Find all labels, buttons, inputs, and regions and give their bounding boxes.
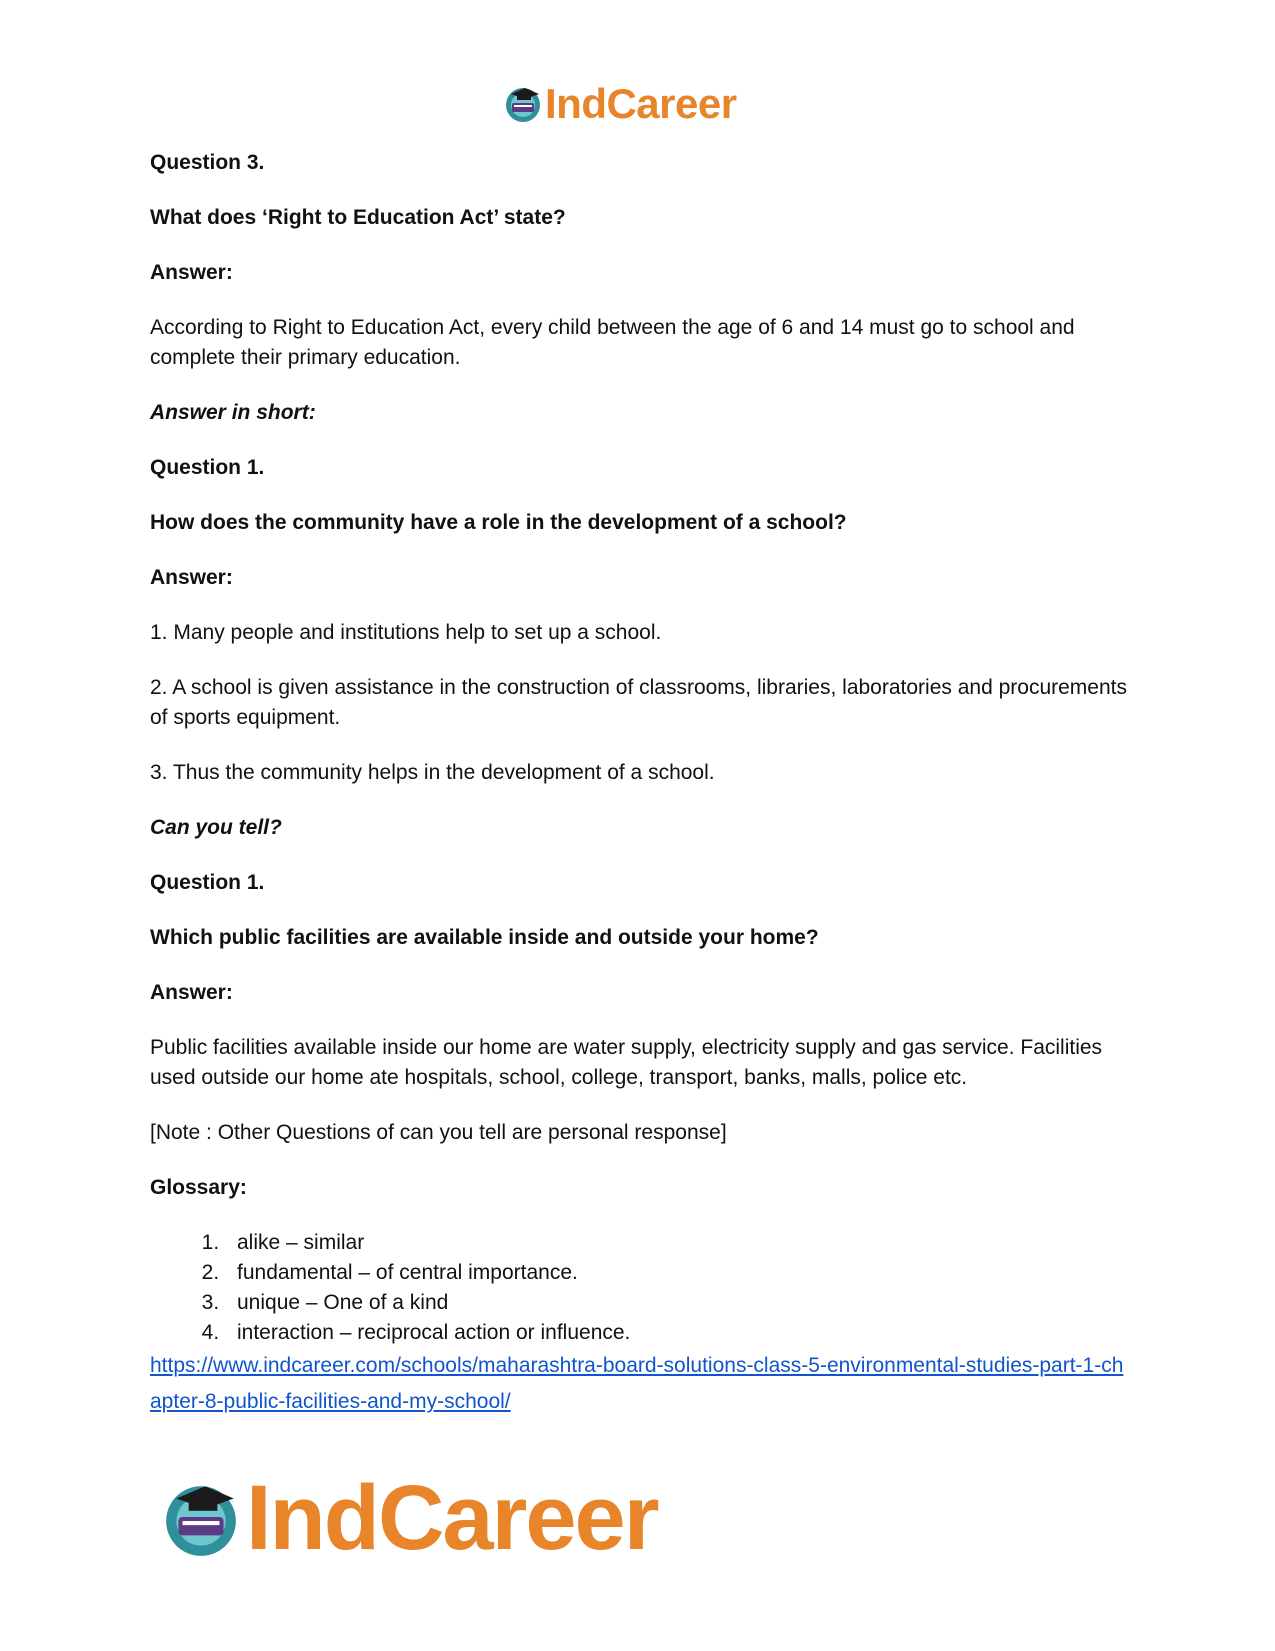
glossary-list	[150, 1228, 1130, 1348]
paragraph: According to Right to Education Act, every child between the age of 6 and 14 must go to school and complete their primary education.	[150, 316, 1075, 369]
graduation-globe-logo-icon	[160, 1478, 242, 1560]
question-heading: Question 1.	[150, 456, 265, 479]
header-logo	[503, 80, 737, 128]
section-heading: Can you tell?	[150, 816, 282, 839]
question-heading: Which public facilities are available inside and outside your home?	[150, 926, 819, 949]
glossary-item: 4. interaction – reciprocal action or influence.	[225, 1318, 1130, 1348]
graduation-globe-logo-icon	[503, 84, 543, 124]
question-heading: Answer:	[150, 261, 233, 284]
glossary-item: 3. unique – One of a kind	[225, 1288, 1130, 1318]
question-heading: Question 3.	[150, 151, 265, 174]
question-heading: Answer:	[150, 566, 233, 589]
paragraph: 3. Thus the community helps in the development of a school.	[150, 761, 715, 784]
section-heading: Answer in short:	[150, 401, 316, 424]
question-heading: Answer:	[150, 981, 233, 1004]
footer-logo	[160, 1466, 658, 1571]
paragraph: 2. A school is given assistance in the construction of classrooms, libraries, laboratories and procurements of sports equipment.	[150, 676, 1127, 729]
paragraph: Public facilities available inside our home are water supply, electricity supply and gas service. Facilities used outside our home ate hospitals, school, college, transport, banks, malls, police etc.	[150, 1036, 1103, 1089]
glossary-item: 2. fundamental – of central importance.	[225, 1258, 1130, 1288]
content-blocks	[150, 148, 1130, 1203]
question-heading: Question 1.	[150, 871, 265, 894]
question-heading: Glossary:	[150, 1176, 247, 1199]
logo-wordmark: IndCareer	[545, 80, 737, 127]
document-body	[150, 148, 1130, 1420]
glossary-item: 1. alike – similar	[225, 1228, 1130, 1258]
paragraph: 1. Many people and institutions help to set up a school.	[150, 621, 662, 644]
paragraph: [Note : Other Questions of can you tell are personal response]	[150, 1121, 727, 1144]
logo-wordmark: IndCareer	[246, 1467, 658, 1569]
source-link[interactable]: https://www.indcareer.com/schools/maharashtra-board-solutions-class-5-environmental-studies-part-1-chapter-8-public-facilities-and-my-school/	[150, 1354, 1124, 1413]
question-heading: What does ‘Right to Education Act’ state?	[150, 206, 566, 229]
question-heading: How does the community have a role in the development of a school?	[150, 511, 847, 534]
